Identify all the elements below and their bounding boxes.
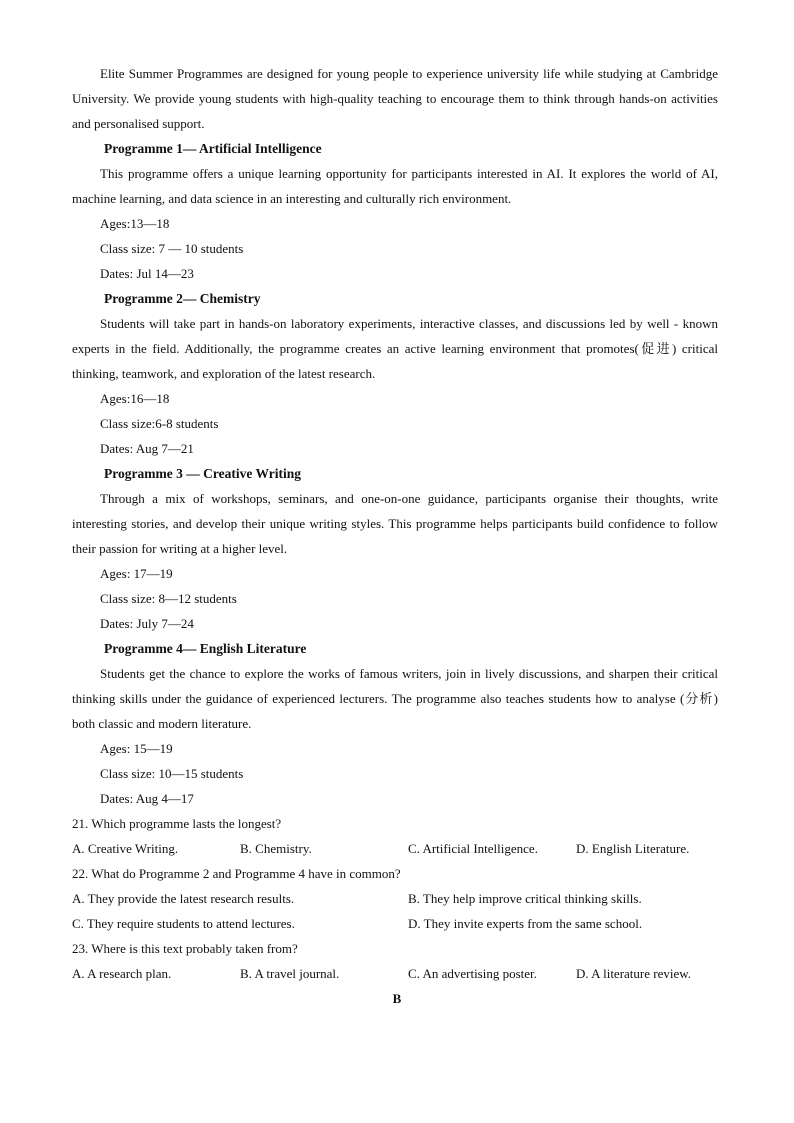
- question-22-option-c: C. They require students to attend lectures.: [72, 916, 295, 931]
- programme-2-dates: Dates: Aug 7—21: [100, 441, 194, 456]
- question-21-option-c: C. Artificial Intelligence.: [408, 841, 538, 856]
- question-21-stem: 21. Which programme lasts the longest?: [72, 816, 282, 831]
- question-23-option-d: D. A literature review.: [576, 966, 692, 981]
- question-22-option-b: B. They help improve critical thinking skills.: [408, 891, 642, 906]
- programme-3-heading: Programme 3 — Creative Writing: [104, 466, 301, 481]
- question-21-options: [72, 836, 718, 861]
- question-23-options: [72, 961, 718, 986]
- section-b-label: B: [392, 991, 402, 1006]
- programme-4-ages: Ages: 15—19: [100, 741, 173, 756]
- programme-1-description: This programme offers a unique learning opportunity for participants interested in AI. It explores the world of AI, machine learning, and data science in an interesting and culturally rich environment.: [72, 166, 718, 206]
- question-22-option-a: A. They provide the latest research results.: [72, 891, 295, 906]
- question-22-option-d: D. They invite experts from the same school.: [408, 916, 643, 931]
- question-23-option-a: A. A research plan.: [72, 966, 172, 981]
- question-23-option-b: B. A travel journal.: [240, 966, 340, 981]
- programme-3-description: Through a mix of workshops, seminars, and one-on-one guidance, participants organise their thoughts, write interesting stories, and develop their unique writing styles. This programme helps participants build confidence to follow their passion for writing at a higher level.: [72, 491, 718, 556]
- question-21-option-d: D. English Literature.: [576, 841, 690, 856]
- programme-4-dates: Dates: Aug 4—17: [100, 791, 194, 806]
- programme-2-ages: Ages:16—18: [100, 391, 170, 406]
- question-22-stem: 22. What do Programme 2 and Programme 4 have in common?: [72, 866, 401, 881]
- programme-4-class-size: Class size: 10—15 students: [100, 766, 244, 781]
- programme-3-class-size: Class size: 8—12 students: [100, 591, 237, 606]
- programme-1-class-size: Class size: 7 — 10 students: [100, 241, 244, 256]
- question-22-options-row-1: [72, 886, 718, 911]
- programme-2-heading: Programme 2— Chemistry: [104, 291, 261, 306]
- document-page: [72, 61, 718, 1011]
- programme-2-description: Students will take part in hands-on laboratory experiments, interactive classes, and discussions led by well - known experts in the field. Additionally, the programme creates an active learning environment that promotes(促进) critical thinking, teamwork, and exploration of the latest research.: [72, 316, 718, 381]
- question-22-options-row-2: [72, 911, 718, 936]
- programme-4-description: Students get the chance to explore the works of famous writers, join in lively discussions, and sharpen their critical thinking skills under the guidance of experienced lecturers. The programme also teaches students how to analyse (分析) both classic and modern literature.: [72, 666, 718, 731]
- question-21-option-b: B. Chemistry.: [240, 841, 312, 856]
- question-21-option-a: A. Creative Writing.: [72, 841, 179, 856]
- programme-1-heading: Programme 1— Artificial Intelligence: [104, 141, 322, 156]
- programme-3-ages: Ages: 17—19: [100, 566, 173, 581]
- programme-2-class-size: Class size:6-8 students: [100, 416, 219, 431]
- programme-1-ages: Ages:13—18: [100, 216, 170, 231]
- programme-1-dates: Dates: Jul 14—23: [100, 266, 194, 281]
- programme-4-heading: Programme 4— English Literature: [104, 641, 307, 656]
- programme-3-dates: Dates: July 7—24: [100, 616, 194, 631]
- question-23-stem: 23. Where is this text probably taken from?: [72, 941, 298, 956]
- question-23-option-c: C. An advertising poster.: [408, 966, 537, 981]
- intro-paragraph: Elite Summer Programmes are designed for young people to experience university life while studying at Cambridge University. We provide young students with high-quality teaching to encourage them to think through hands-on activities and personalised support.: [72, 66, 718, 131]
